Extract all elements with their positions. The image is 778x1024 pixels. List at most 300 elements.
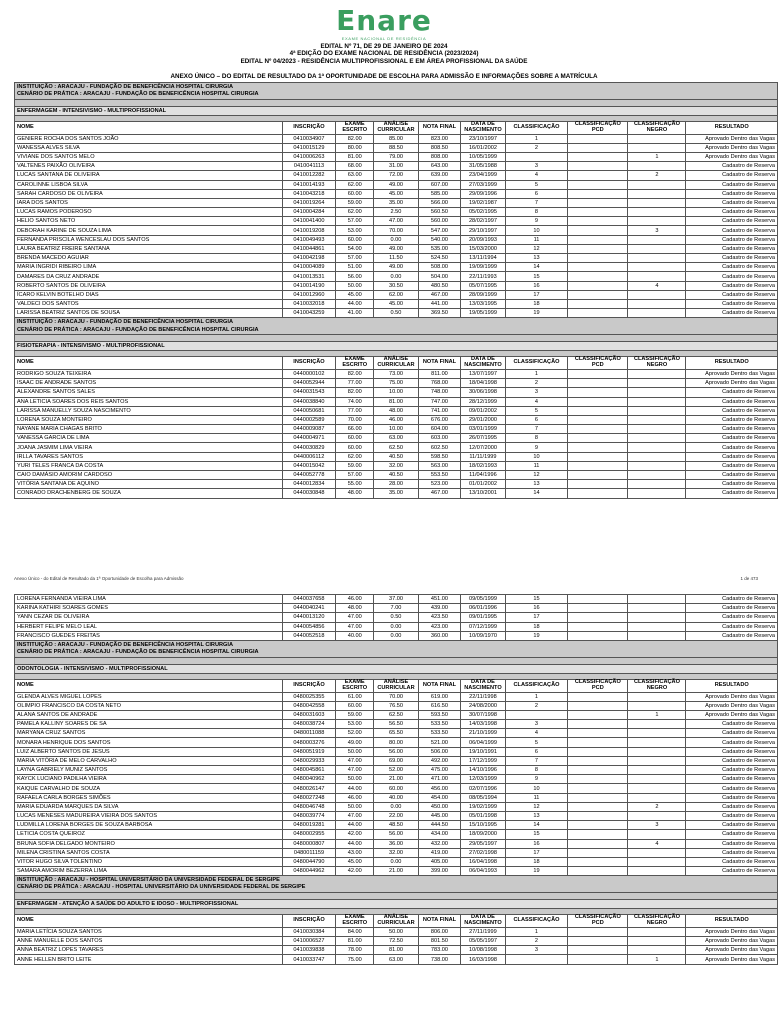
cell-inscricao: 0440052778 xyxy=(282,471,336,480)
table-row xyxy=(15,290,778,299)
edital-title: EDITAL Nº 71, DE 29 DE JANEIRO DE 2024 xyxy=(320,43,448,50)
cell-analise-curricular: 81.00 xyxy=(374,397,419,406)
cell-nota-final: 369.50 xyxy=(418,309,460,318)
cell-nota-final: 639.00 xyxy=(418,171,460,180)
column-header-exame-escrito: EXAME ESCRITO xyxy=(336,357,374,370)
spacer-cell xyxy=(15,657,778,664)
institution-row xyxy=(15,318,778,335)
column-header-data-nascimento: DATA DE NASCIMENTO xyxy=(461,915,506,928)
cell-analise-curricular: 56.50 xyxy=(374,720,419,729)
cell-name: VITOR HUGO SILVA TOLENTINO xyxy=(15,857,283,866)
column-header-inscricao: INSCRIÇÃO xyxy=(282,357,336,370)
cell-resultado: Cadastro de Reserva xyxy=(686,434,778,443)
cell-analise-curricular: 40.50 xyxy=(374,452,419,461)
cell-nota-final: 676.00 xyxy=(418,415,460,424)
cell-analise-curricular: 81.00 xyxy=(374,946,419,955)
cell-classificacao-negro xyxy=(628,857,686,866)
cell-exame-escrito: 48.00 xyxy=(336,489,374,498)
cell-name: HERBERT FELIPE MELO LEAL xyxy=(15,622,283,631)
cell-resultado: Cadastro de Reserva xyxy=(686,254,778,263)
anexo-title: ANEXO ÚNICO – DO EDITAL DE RESULTADO DA 1ª OPORTUNIDADE DE ESCOLHA PARA ADMISSÃO E INFORMAÇÕES SOBRE A MATRÍCULA xyxy=(170,73,598,80)
cell-classificacao: 7 xyxy=(505,756,567,765)
cell-exame-escrito: 42.00 xyxy=(336,867,374,876)
cell-data-nascimento: 12/07/2000 xyxy=(461,443,506,452)
cell-inscricao: 0480011088 xyxy=(282,729,336,738)
column-header-resultado: RESULTADO xyxy=(686,915,778,928)
cell-name: KAIQUE CARVALHO DE SOUZA xyxy=(15,784,283,793)
cell-classificacao: 11 xyxy=(505,235,567,244)
cell-classificacao-pcd xyxy=(568,379,628,388)
cell-resultado: Cadastro de Reserva xyxy=(686,244,778,253)
cell-resultado: Cadastro de Reserva xyxy=(686,480,778,489)
cell-classificacao-negro xyxy=(628,379,686,388)
institution-label: INSTITUIÇÃO : ARACAJU - HOSPITAL UNIVERSITÁRIO DA UNIVERSIDADE FEDERAL DE SERGIPE xyxy=(17,877,280,884)
cell-inscricao: 0440040241 xyxy=(282,604,336,613)
cell-classificacao-pcd xyxy=(568,747,628,756)
table-row xyxy=(15,784,778,793)
cell-analise-curricular: 22.00 xyxy=(374,811,419,820)
cell-classificacao xyxy=(505,152,567,161)
cell-exame-escrito: 48.00 xyxy=(336,604,374,613)
cell-inscricao: 0440000102 xyxy=(282,369,336,378)
column-header-name: NOME xyxy=(15,915,283,928)
cell-resultado: Cadastro de Reserva xyxy=(686,756,778,765)
cell-data-nascimento: 27/11/1999 xyxy=(461,927,506,936)
cell-exame-escrito: 77.00 xyxy=(336,379,374,388)
cell-inscricao: 0410012282 xyxy=(282,171,336,180)
cell-classificacao-negro xyxy=(628,729,686,738)
cell-data-nascimento: 28/12/1999 xyxy=(461,397,506,406)
cell-data-nascimento: 11/11/1999 xyxy=(461,452,506,461)
cell-classificacao: 14 xyxy=(505,263,567,272)
cell-resultado: Aprovado Dentro das Vagas xyxy=(686,937,778,946)
cell-nota-final: 547.00 xyxy=(418,226,460,235)
page-footer xyxy=(14,576,758,581)
cell-name: ANA LETICIA SOARES DOS REIS SANTOS xyxy=(15,397,283,406)
cell-nota-final: 616.50 xyxy=(418,701,460,710)
table-row xyxy=(15,406,778,415)
section-spacer xyxy=(15,100,778,107)
column-header-nota-final: NOTA FINAL xyxy=(418,679,460,692)
cell-classificacao-pcd xyxy=(568,299,628,308)
cell-classificacao-negro: 3 xyxy=(628,226,686,235)
table-row xyxy=(15,937,778,946)
cell-resultado: Cadastro de Reserva xyxy=(686,738,778,747)
cell-nota-final: 783.00 xyxy=(418,946,460,955)
cell-inscricao: 0480000807 xyxy=(282,839,336,848)
cell-analise-curricular: 35.00 xyxy=(374,489,419,498)
cell-exame-escrito: 46.00 xyxy=(336,595,374,604)
cell-analise-curricular: 45.00 xyxy=(374,189,419,198)
cell-inscricao: 0410041400 xyxy=(282,217,336,226)
cell-exame-escrito: 44.00 xyxy=(336,784,374,793)
cell-nota-final: 593.50 xyxy=(418,710,460,719)
cell-classificacao: 7 xyxy=(505,198,567,207)
cell-resultado: Cadastro de Reserva xyxy=(686,198,778,207)
column-header-nota-final: NOTA FINAL xyxy=(418,357,460,370)
cell-name: ANNA BEATRIZ LOPES TAVARES xyxy=(15,946,283,955)
cell-exame-escrito: 41.00 xyxy=(336,309,374,318)
cell-name: JOANA JASMIM LIMA VIEIRA xyxy=(15,443,283,452)
cell-name: CAIO DAMÁSIO AMORIM CARDOSO xyxy=(15,471,283,480)
cell-classificacao-pcd xyxy=(568,198,628,207)
table-row xyxy=(15,143,778,152)
cell-classificacao-pcd xyxy=(568,397,628,406)
table-row xyxy=(15,471,778,480)
cell-inscricao: 0410041113 xyxy=(282,162,336,171)
cell-inscricao: 0410015129 xyxy=(282,143,336,152)
spacer-cell xyxy=(15,335,778,342)
cell-name: KARINA KATHIRI SOARES GOMES xyxy=(15,604,283,613)
cell-name: IARA DOS SANTOS xyxy=(15,198,283,207)
column-header-data-nascimento: DATA DE NASCIMENTO xyxy=(461,679,506,692)
cell-data-nascimento: 28/09/1999 xyxy=(461,290,506,299)
enare-logo xyxy=(0,6,768,41)
cell-exame-escrito: 46.00 xyxy=(336,793,374,802)
cell-classificacao-negro xyxy=(628,217,686,226)
cell-exame-escrito: 82.00 xyxy=(336,369,374,378)
cell-exame-escrito: 57.00 xyxy=(336,471,374,480)
cell-classificacao-pcd xyxy=(568,226,628,235)
cell-data-nascimento: 16/01/2002 xyxy=(461,143,506,152)
cell-analise-curricular: 63.00 xyxy=(374,434,419,443)
cell-classificacao-negro: 1 xyxy=(628,710,686,719)
cell-exame-escrito: 60.00 xyxy=(336,443,374,452)
cell-nota-final: 399.00 xyxy=(418,867,460,876)
course-row xyxy=(15,664,778,673)
cell-classificacao-pcd xyxy=(568,720,628,729)
cell-name: MARIA VITÓRIA DE MELO CARVALHO xyxy=(15,756,283,765)
spacer-cell xyxy=(15,893,778,900)
cell-classificacao: 3 xyxy=(505,720,567,729)
table-row xyxy=(15,254,778,263)
column-header-row xyxy=(15,915,778,928)
cell-nota-final: 747.00 xyxy=(418,397,460,406)
cell-data-nascimento: 02/07/1996 xyxy=(461,784,506,793)
cell-nota-final: 405.00 xyxy=(418,857,460,866)
column-header-exame-escrito: EXAME ESCRITO xyxy=(336,915,374,928)
cell-data-nascimento: 19/02/1999 xyxy=(461,802,506,811)
cell-classificacao-pcd xyxy=(568,461,628,470)
cell-resultado: Cadastro de Reserva xyxy=(686,604,778,613)
cell-classificacao-pcd xyxy=(568,489,628,498)
cell-resultado: Cadastro de Reserva xyxy=(686,452,778,461)
cell-classificacao-pcd xyxy=(568,143,628,152)
cell-name: CONRADO DRACHENBERG DE SOUZA xyxy=(15,489,283,498)
cell-name: MARIA LETÍCIA SOUZA SANTOS xyxy=(15,927,283,936)
cell-data-nascimento: 13/03/1995 xyxy=(461,299,506,308)
cell-exame-escrito: 75.00 xyxy=(336,955,374,964)
cell-classificacao: 19 xyxy=(505,631,567,640)
cell-inscricao: 0410012960 xyxy=(282,290,336,299)
cell-name: SARAH CARDOSO DE OLIVEIRA xyxy=(15,189,283,198)
column-header-classificacao-pcd: CLASSIFICAÇÃO PCD xyxy=(568,357,628,370)
cell-data-nascimento: 05/05/1997 xyxy=(461,937,506,946)
cell-name: ANNE MANUELLE DOS SANTOS xyxy=(15,937,283,946)
cell-resultado: Cadastro de Reserva xyxy=(686,415,778,424)
cell-exame-escrito: 57.00 xyxy=(336,254,374,263)
cell-resultado: Cadastro de Reserva xyxy=(686,821,778,830)
cell-nota-final: 524.50 xyxy=(418,254,460,263)
cell-data-nascimento: 19/05/1999 xyxy=(461,309,506,318)
cell-data-nascimento: 09/01/1995 xyxy=(461,613,506,622)
cell-nota-final: 456.00 xyxy=(418,784,460,793)
cell-name: FRANCISCO GUEDES FREITAS xyxy=(15,631,283,640)
cell-inscricao: 0440009087 xyxy=(282,425,336,434)
cell-exame-escrito: 54.00 xyxy=(336,244,374,253)
cell-name: LARISSA MANUELLY SOUZA NASCIMENTO xyxy=(15,406,283,415)
column-header-exame-escrito: EXAME ESCRITO xyxy=(336,679,374,692)
cell-exame-escrito: 50.00 xyxy=(336,747,374,756)
cell-classificacao: 8 xyxy=(505,434,567,443)
cell-inscricao: 0480044962 xyxy=(282,867,336,876)
cell-data-nascimento: 19/02/1987 xyxy=(461,198,506,207)
column-header-classificacao-pcd: CLASSIFICAÇÃO PCD xyxy=(568,122,628,135)
cell-classificacao: 16 xyxy=(505,281,567,290)
cell-analise-curricular: 75.00 xyxy=(374,379,419,388)
cell-nota-final: 467.00 xyxy=(418,489,460,498)
cell-resultado: Aprovado Dentro das Vagas xyxy=(686,701,778,710)
cell-classificacao-negro xyxy=(628,471,686,480)
cell-analise-curricular: 70.00 xyxy=(374,692,419,701)
table-row xyxy=(15,867,778,876)
cell-classificacao: 16 xyxy=(505,604,567,613)
cell-classificacao-pcd xyxy=(568,480,628,489)
cell-inscricao: 0480027248 xyxy=(282,793,336,802)
column-header-resultado: RESULTADO xyxy=(686,122,778,135)
cell-resultado: Cadastro de Reserva xyxy=(686,397,778,406)
cell-classificacao-pcd xyxy=(568,171,628,180)
cell-exame-escrito: 82.00 xyxy=(336,134,374,143)
cell-analise-curricular: 47.00 xyxy=(374,217,419,226)
cell-resultado: Cadastro de Reserva xyxy=(686,388,778,397)
cell-classificacao: 15 xyxy=(505,595,567,604)
cell-analise-curricular: 62.50 xyxy=(374,710,419,719)
cell-analise-curricular: 0.50 xyxy=(374,613,419,622)
cell-name: LUIZ ALBERTO SANTOS DE JESUS xyxy=(15,747,283,756)
cell-inscricao: 0410006527 xyxy=(282,937,336,946)
cell-classificacao-pcd xyxy=(568,244,628,253)
cell-name: MARYANA CRUZ SANTOS xyxy=(15,729,283,738)
cell-nota-final: 806.00 xyxy=(418,927,460,936)
table-row xyxy=(15,452,778,461)
cell-inscricao: 0440031543 xyxy=(282,388,336,397)
cell-classificacao-negro xyxy=(628,425,686,434)
table-row xyxy=(15,720,778,729)
cell-name: HELIO SANTOS NETO xyxy=(15,217,283,226)
cell-classificacao: 2 xyxy=(505,937,567,946)
page-number: 1 de 473 xyxy=(740,576,758,581)
cell-classificacao: 14 xyxy=(505,489,567,498)
cell-analise-curricular: 62.00 xyxy=(374,290,419,299)
cell-exame-escrito: 52.00 xyxy=(336,729,374,738)
cell-analise-curricular: 40.50 xyxy=(374,471,419,480)
cell-classificacao-pcd xyxy=(568,775,628,784)
cell-nota-final: 523.00 xyxy=(418,480,460,489)
cell-exame-escrito: 50.00 xyxy=(336,281,374,290)
cell-exame-escrito: 68.00 xyxy=(336,162,374,171)
table-row xyxy=(15,595,778,604)
cell-data-nascimento: 05/07/1995 xyxy=(461,281,506,290)
cell-inscricao: 0410013531 xyxy=(282,272,336,281)
cell-data-nascimento: 08/05/1994 xyxy=(461,793,506,802)
cell-resultado: Cadastro de Reserva xyxy=(686,867,778,876)
cell-analise-curricular: 0.00 xyxy=(374,272,419,281)
cell-classificacao-pcd xyxy=(568,425,628,434)
cell-data-nascimento: 03/01/1999 xyxy=(461,425,506,434)
cell-data-nascimento: 06/01/1996 xyxy=(461,604,506,613)
cell-analise-curricular: 46.00 xyxy=(374,415,419,424)
cell-analise-curricular: 60.00 xyxy=(374,784,419,793)
cell-classificacao-pcd xyxy=(568,434,628,443)
cell-name: LAYNA GABRIELY MUNIZ SANTOS xyxy=(15,766,283,775)
cell-inscricao: 0410014193 xyxy=(282,180,336,189)
table-row xyxy=(15,425,778,434)
cell-classificacao-negro xyxy=(628,480,686,489)
cell-data-nascimento: 16/03/1998 xyxy=(461,955,506,964)
institution-cell xyxy=(15,640,778,657)
table-row xyxy=(15,766,778,775)
cell-inscricao: 0410043218 xyxy=(282,189,336,198)
cell-resultado: Cadastro de Reserva xyxy=(686,839,778,848)
cell-classificacao-negro xyxy=(628,756,686,765)
cell-classificacao-pcd xyxy=(568,152,628,161)
cell-resultado: Cadastro de Reserva xyxy=(686,802,778,811)
cell-nota-final: 585.00 xyxy=(418,189,460,198)
cell-data-nascimento: 14/03/1998 xyxy=(461,720,506,729)
cell-resultado: Cadastro de Reserva xyxy=(686,622,778,631)
cell-nota-final: 560.50 xyxy=(418,208,460,217)
table-row xyxy=(15,299,778,308)
cell-analise-curricular: 63.00 xyxy=(374,955,419,964)
cell-resultado: Aprovado Dentro das Vagas xyxy=(686,143,778,152)
cell-classificacao-pcd xyxy=(568,729,628,738)
course-row xyxy=(15,900,778,909)
column-header-classificacao-negro: CLASSIFICAÇÃO NEGRO xyxy=(628,357,686,370)
cell-resultado: Cadastro de Reserva xyxy=(686,226,778,235)
institution-cell xyxy=(15,318,778,335)
cell-classificacao-negro: 2 xyxy=(628,802,686,811)
cell-nota-final: 419.00 xyxy=(418,848,460,857)
column-header-nota-final: NOTA FINAL xyxy=(418,915,460,928)
cell-nota-final: 748.00 xyxy=(418,388,460,397)
cell-data-nascimento: 29/10/1997 xyxy=(461,226,506,235)
cell-name: KAYCK LUCIANO PADILHA VIEIRA xyxy=(15,775,283,784)
table-row xyxy=(15,857,778,866)
cell-resultado: Aprovado Dentro das Vagas xyxy=(686,710,778,719)
cell-classificacao: 9 xyxy=(505,775,567,784)
cell-classificacao: 9 xyxy=(505,443,567,452)
cell-resultado: Cadastro de Reserva xyxy=(686,309,778,318)
cell-classificacao: 2 xyxy=(505,379,567,388)
cell-name: BRUNA SOFIA DELGADO MONTEIRO xyxy=(15,839,283,848)
cell-analise-curricular: 69.00 xyxy=(374,756,419,765)
cell-nota-final: 563.00 xyxy=(418,461,460,470)
cell-analise-curricular: 70.00 xyxy=(374,226,419,235)
cell-classificacao-negro xyxy=(628,747,686,756)
cell-resultado: Cadastro de Reserva xyxy=(686,595,778,604)
cell-classificacao-pcd xyxy=(568,217,628,226)
cell-classificacao-pcd xyxy=(568,927,628,936)
cell-data-nascimento: 06/04/1993 xyxy=(461,867,506,876)
table-row xyxy=(15,244,778,253)
cell-data-nascimento: 15/10/1995 xyxy=(461,821,506,830)
table-row xyxy=(15,729,778,738)
footer-text: Anexo Único - do Edital de Resultado da 1ª Oportunidade de Escolha para Admissão xyxy=(14,576,184,581)
cell-classificacao: 11 xyxy=(505,461,567,470)
cell-name: NAYANE MARIA CHAGAS BRITO xyxy=(15,425,283,434)
column-header-inscricao: INSCRIÇÃO xyxy=(282,915,336,928)
table-row xyxy=(15,388,778,397)
cell-data-nascimento: 14/10/1996 xyxy=(461,766,506,775)
table-row xyxy=(15,272,778,281)
table-row xyxy=(15,309,778,318)
cell-classificacao: 19 xyxy=(505,867,567,876)
column-header-inscricao: INSCRIÇÃO xyxy=(282,679,336,692)
course-label: ENFERMAGEM - ATENÇÃO A SAÚDE DO ADULTO E IDOSO - MULTIPROFISSIONAL xyxy=(15,900,778,909)
cell-classificacao: 8 xyxy=(505,766,567,775)
cell-data-nascimento: 30/07/1998 xyxy=(461,710,506,719)
cell-name: VALTENES PAIXÃO OLIVEIRA xyxy=(15,162,283,171)
cell-exame-escrito: 56.00 xyxy=(336,272,374,281)
cell-inscricao: 0480042558 xyxy=(282,701,336,710)
cell-resultado: Cadastro de Reserva xyxy=(686,857,778,866)
cell-classificacao: 4 xyxy=(505,397,567,406)
cell-inscricao: 0440030848 xyxy=(282,489,336,498)
column-header-classificacao-negro: CLASSIFICAÇÃO NEGRO xyxy=(628,915,686,928)
cell-name: LAURA BEATRIZ FREIRE SANTANA xyxy=(15,244,283,253)
cell-classificacao-pcd xyxy=(568,235,628,244)
cell-nota-final: 808.50 xyxy=(418,143,460,152)
cell-classificacao-negro xyxy=(628,443,686,452)
logo-wordmark: Enare xyxy=(336,4,432,37)
table-row xyxy=(15,461,778,470)
cell-exame-escrito: 74.00 xyxy=(336,397,374,406)
cell-resultado: Cadastro de Reserva xyxy=(686,461,778,470)
cell-analise-curricular: 32.00 xyxy=(374,848,419,857)
cell-nota-final: 423.00 xyxy=(418,622,460,631)
cell-analise-curricular: 10.00 xyxy=(374,388,419,397)
cell-nota-final: 566.00 xyxy=(418,198,460,207)
cell-nota-final: 439.00 xyxy=(418,604,460,613)
cell-inscricao: 0410033747 xyxy=(282,955,336,964)
cell-classificacao: 17 xyxy=(505,613,567,622)
cell-classificacao: 9 xyxy=(505,217,567,226)
cell-nota-final: 823.00 xyxy=(418,134,460,143)
cell-data-nascimento: 19/10/1991 xyxy=(461,747,506,756)
cell-exame-escrito: 59.00 xyxy=(336,710,374,719)
cell-resultado: Aprovado Dentro das Vagas xyxy=(686,134,778,143)
cell-data-nascimento: 30/06/1998 xyxy=(461,388,506,397)
cell-exame-escrito: 63.00 xyxy=(336,171,374,180)
cell-inscricao: 0440004971 xyxy=(282,434,336,443)
cell-analise-curricular: 32.00 xyxy=(374,461,419,470)
cell-inscricao: 0480029933 xyxy=(282,756,336,765)
cell-name: BRENDA MACEDO AGUIAR xyxy=(15,254,283,263)
cell-classificacao-negro xyxy=(628,388,686,397)
cell-resultado: Cadastro de Reserva xyxy=(686,189,778,198)
cell-classificacao-pcd xyxy=(568,766,628,775)
column-header-classificacao: CLASSIFICAÇÃO xyxy=(505,357,567,370)
cell-name: MARIA EDUARDA MARQUES DA SILVA xyxy=(15,802,283,811)
cell-data-nascimento: 28/02/1997 xyxy=(461,217,506,226)
table-row xyxy=(15,955,778,964)
cell-classificacao-negro xyxy=(628,631,686,640)
cell-data-nascimento: 05/01/1998 xyxy=(461,811,506,820)
cell-classificacao: 5 xyxy=(505,406,567,415)
cell-inscricao: 0480044790 xyxy=(282,857,336,866)
table-row xyxy=(15,189,778,198)
